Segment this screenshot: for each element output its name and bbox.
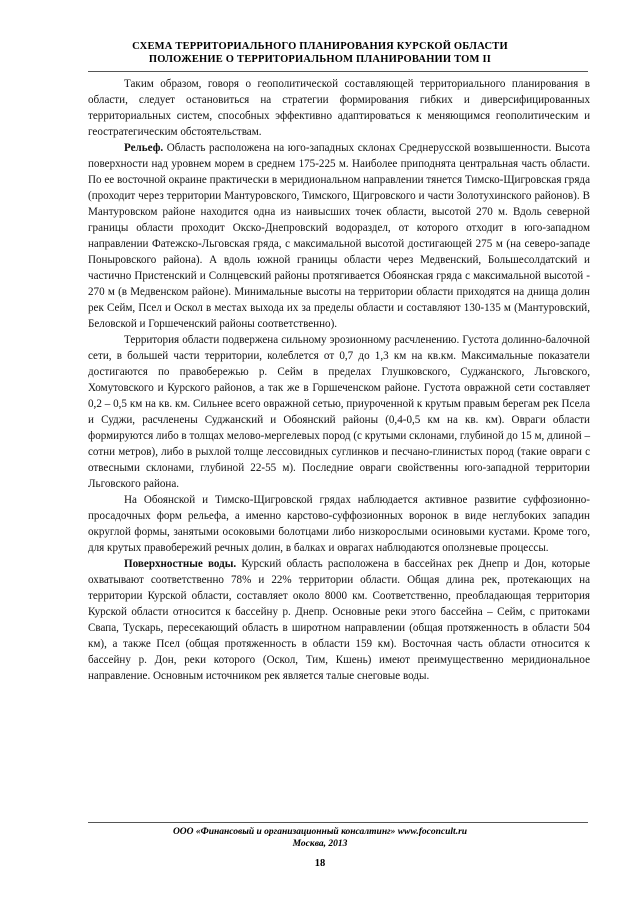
page-header — [0, 40, 640, 66]
section-title-surface-waters: Поверхностные воды. — [124, 558, 237, 570]
paragraph-karst: На Обоянской и Тимско-Щигровской грядах наблюдается активное развитие суффозионно-просадочных форм рельефа, а именно карстово-суффозионных воронок в виде неглубоких западин округлой формы, занятыми осоковыми болотцами либо низкорослыми осиновыми кустами. Кроме того, для крутых правобережий речных долин, в балках и оврагах наблюдаются оползневые процессы. — [88, 494, 590, 554]
header-title-line1: СХЕМА ТЕРРИТОРИАЛЬНОГО ПЛАНИРОВАНИЯ КУРСКОЙ ОБЛАСТИ — [132, 41, 508, 52]
page-footer — [0, 826, 640, 850]
paragraph-erosion: Территория области подвержена сильному эрозионному расчленению. Густота долинно-балочной сети, в большей части территории, колеблется от 0,7 до 1,3 км на кв.км. Максимальные показатели достигаются по правобережью р. Сейм в пределах Глушковского, Суджанского, Льговского, Хомутовского и Курского районов, а так же в Горшеченском районе. Густота овражной сети составляет 0,2 – 0,5 км на кв. км. Сильнее всего овражной сетью, приуроченной к крутым правым берегам рек Псела и Суджи, расчленены Суджанский и Обоянский районы (0,4-0,5 км на кв. км). Овраги области формируются либо в толщах мелово-мергелевых пород (с крутыми склонами, глубиной до 15 м, длиной – сотни метров), либо в рыхлой толще лессовидных суглинков и песчано-глинистых пород (такие овраги с отвесными склонами, глубиной 22-55 м). Последние овраги свойственны юго-западной территории Льговского района. — [88, 334, 590, 490]
paragraph-relief: Рельеф. Область расположена на юго-западных склонах Среднерусской возвышенности. Высота поверхности над уровнем морем в среднем 175-225 м. Наиболее приподнята центральная часть области. По ее восточной окраине практически в меридиональном направлении тянется Тимско-Щигровская гряда (проходит через территории Мантуровского, Тимского, Щигровского и части Золотухинского районов). В Мантуровском районе находится одна из наивысших точек области, высотой 270 м. Вдоль северной границы области проходит Окско-Днепровский водораздел, от которого отходит в юго-западном направлении Фатежско-Льговская гряда, с максимальной высотой достигающей 275 м (на северо-западе Поныровского района). А вдоль южной границы области через Медвенский, Большесолдатский и частично Пристенский и Солнцевский районы протягивается Обоянская гряда с максимальной высотой - 270 м (в Медвенском районе). Минимальные высоты на территории области приходятся на днища долин рек Сейм, Псел и Оскол в местах выхода их за пределы области и составляют 130-135 м (Мантуровский, Беловской и Горшеченский районы соответственно). — [88, 142, 590, 330]
paragraph-surface-waters: Поверхностные воды. Курский область расположена в бассейнах рек Днепр и Дон, которые охватывают соответственно 78% и 22% территории области. Общая длина рек, протекающих на территории Курской области, составляет около 8000 км. Соответственно, преобладающая территория Курской области относится к бассейну р. Днепр. Основные реки этого бассейна – Сейм, с притоками Свапа, Тускарь, пересекающий область в широтном направлении (общая протяженность в области 504 км), а также Псел (общая протяженность в области 159 км). Восточная часть области относится к бассейну р. Дон, реки которого (Оскол, Тим, Кшень) имеют преимущественно меридиональное направление. Основным источником рек является талые снеговые воды. — [88, 558, 590, 682]
footer-company: ООО «Финансовый и организационный консалтинг» www.foconcult.ru — [172, 827, 468, 837]
section-title-relief: Рельеф. — [124, 142, 164, 154]
header-divider — [88, 71, 588, 72]
header-title-line2: ПОЛОЖЕНИЕ О ТЕРРИТОРИАЛЬНОМ ПЛАНИРОВАНИИ ТОМ II — [148, 54, 492, 65]
footer-divider — [88, 822, 588, 823]
page-number: 18 — [314, 858, 326, 869]
paragraph-intro: Таким образом, говоря о геополитической составляющей территориального планирования в области, следует остановиться на стратегии формирования гибких и диверсифицированных территориальных систем, способных эффективно адаптироваться к меняющимся геополитическим и геостратегическим обстоятельствам. — [88, 78, 590, 138]
footer-city-year: Москва, 2013 — [292, 839, 348, 849]
document-body — [88, 76, 590, 684]
